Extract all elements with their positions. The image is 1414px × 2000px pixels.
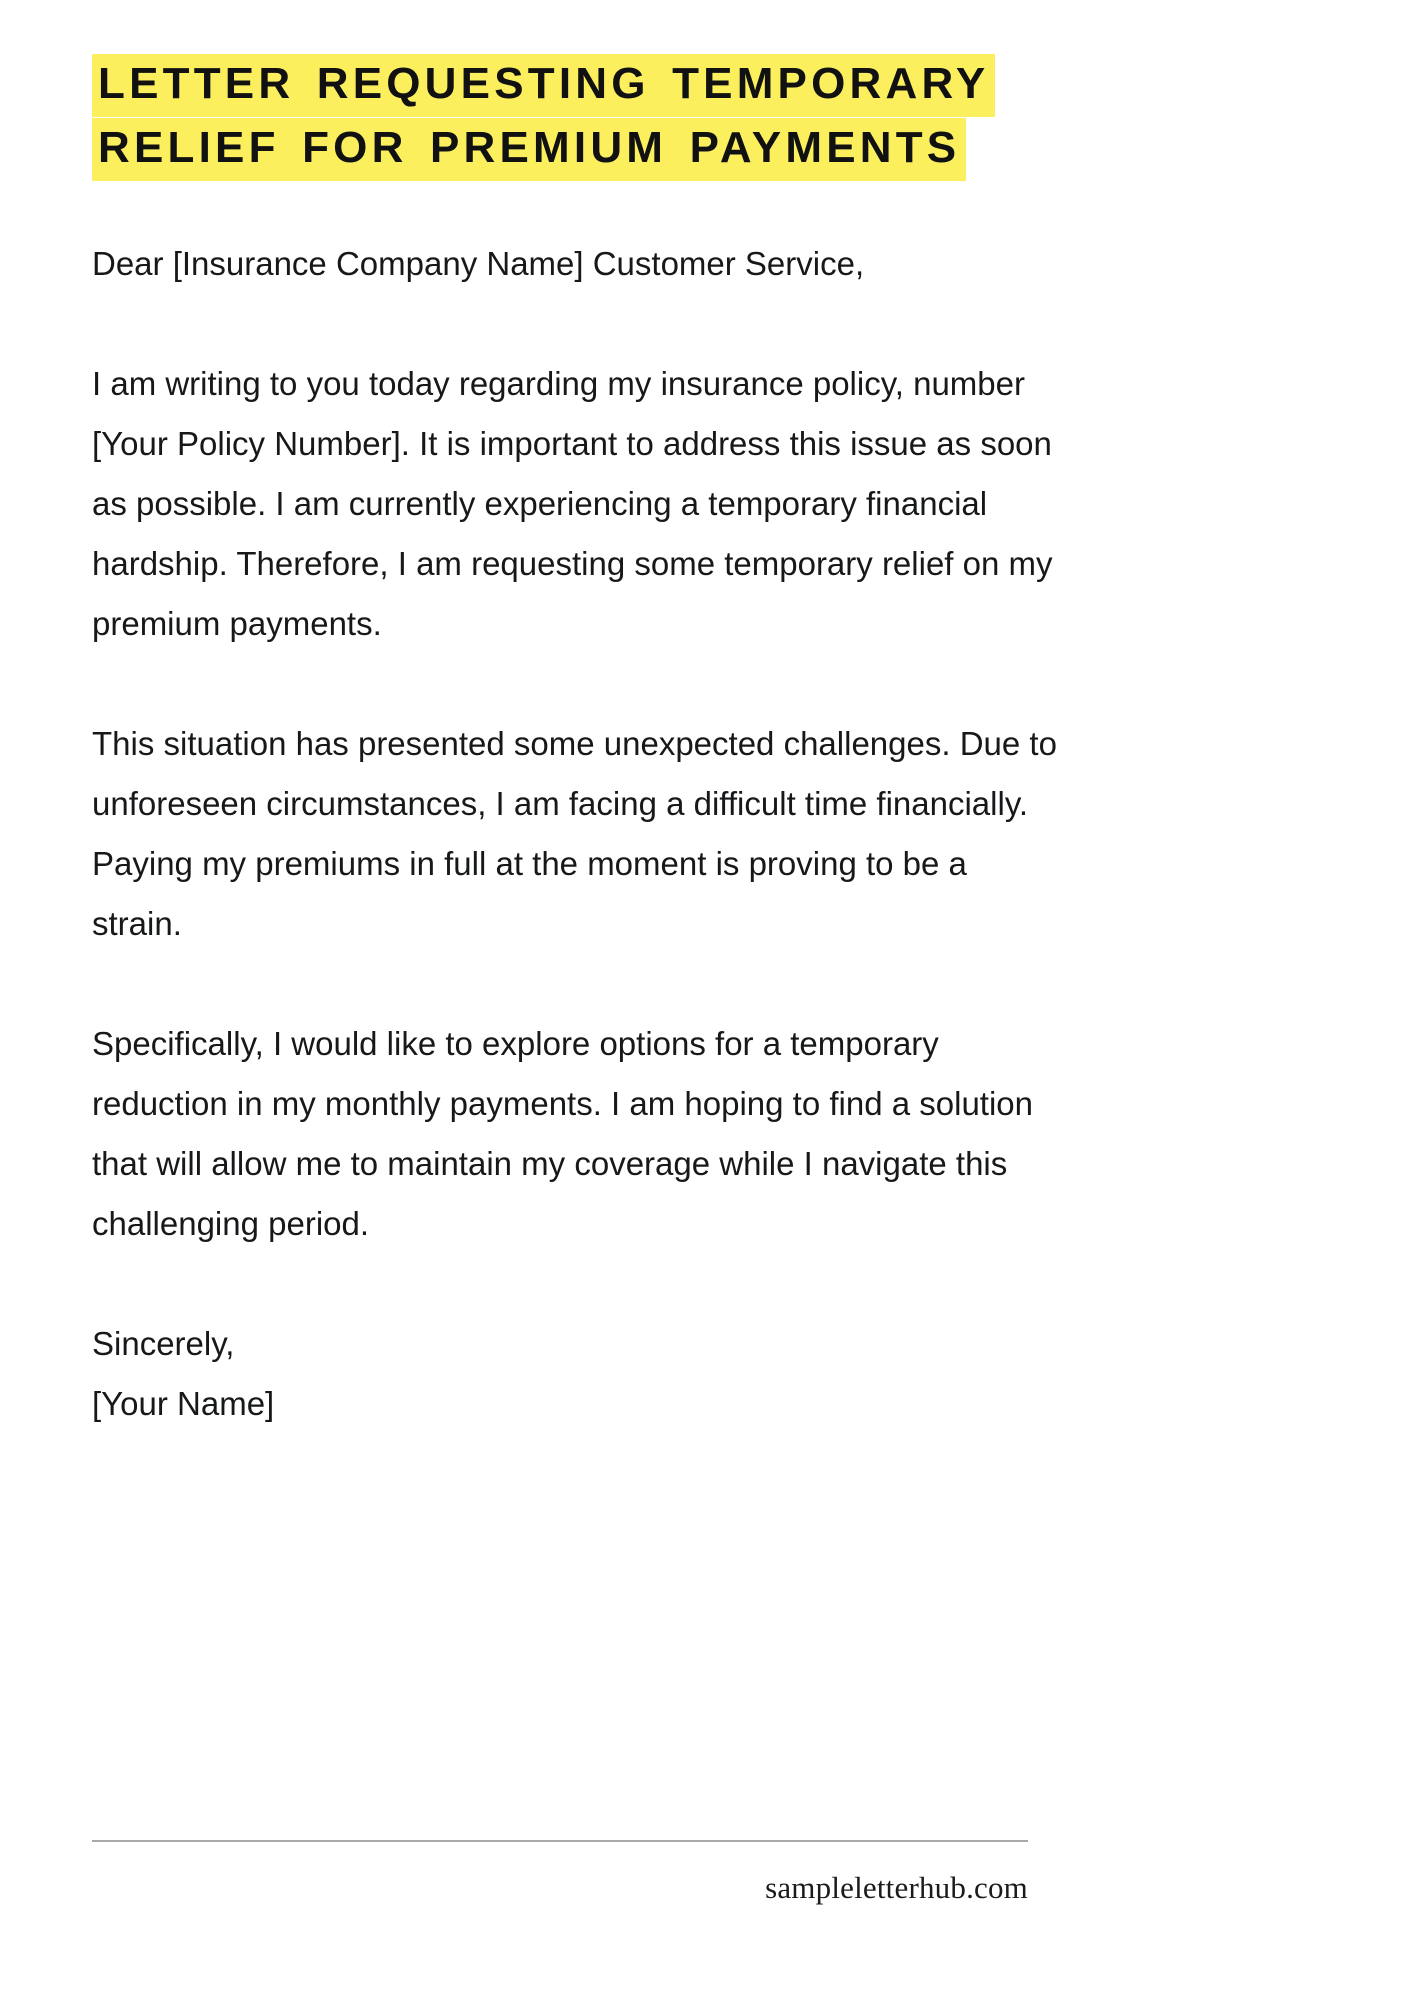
salutation: Dear [Insurance Company Name] Customer Service, bbox=[92, 245, 865, 282]
page-title-line-1: LETTER REQUESTING TEMPORARY bbox=[92, 54, 995, 117]
title-block bbox=[92, 0, 1064, 180]
body-paragraph-2: This situation has presented some unexpected challenges. Due to unforeseen circumstances, I am facing a difficult time financially. Paying my premiums in full at the moment is proving to be a strain. bbox=[92, 725, 1057, 942]
closing-salutation: Sincerely, bbox=[92, 1325, 235, 1362]
footer-site-url: sampleletterhub.com bbox=[765, 1870, 1028, 1905]
body-paragraph-1: I am writing to you today regarding my insurance policy, number [Your Policy Number]. It is important to address this issue as soon as possible. I am currently experiencing a temporary financial hardship. Therefore, I am requesting some temporary relief on my premium payments. bbox=[92, 365, 1053, 642]
page-title bbox=[92, 52, 1064, 180]
page-title-line-2: RELIEF FOR PREMIUM PAYMENTS bbox=[92, 118, 966, 181]
footer bbox=[92, 1840, 1028, 1908]
letter-content bbox=[92, 0, 1064, 1434]
closing-block bbox=[92, 1314, 1064, 1434]
signature-name: [Your Name] bbox=[92, 1385, 275, 1422]
body-paragraph-3: Specifically, I would like to explore options for a temporary reduction in my monthly payments. I am hoping to find a solution that will allow me to maintain my coverage while I navigate this challenging period. bbox=[92, 1025, 1033, 1242]
letter-body bbox=[92, 234, 1064, 1434]
